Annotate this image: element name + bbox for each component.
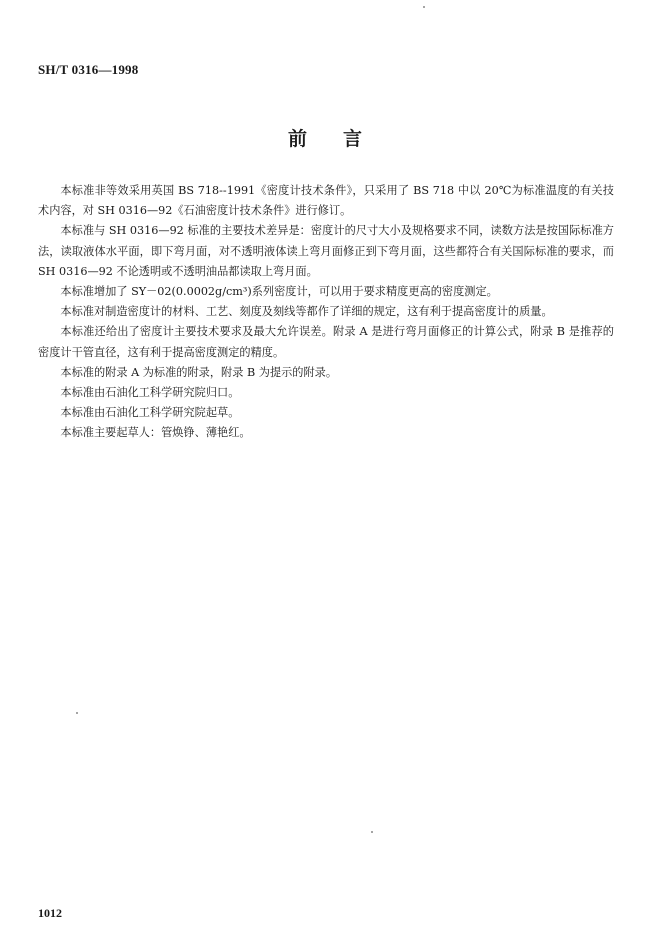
paragraph-appendices: 本标准的附录 A 为标准的附录，附录 B 为提示的附录。 bbox=[60, 365, 338, 379]
paragraph-new-series: 本标准增加了 SY－02(0.0002g/cm³)系列密度计，可以用于要求精度更高的密度测定。 bbox=[60, 285, 498, 299]
title-char-1: 前 bbox=[287, 128, 307, 150]
page-number: 1012 bbox=[38, 906, 62, 920]
paragraph-requirements: 本标准还给出了密度计主要技术要求及最大允许误差。附录 A 是进行弯月面修正的计算公式，附录 B 是推荐的密度计干管直径，这有利于提高密度测定的精度。 bbox=[38, 325, 614, 359]
page-title bbox=[0, 124, 650, 151]
scan-speck bbox=[423, 6, 425, 8]
foreword-body bbox=[38, 181, 614, 444]
paragraph-drafters: 本标准主要起草人：管焕铮、薄艳红。 bbox=[60, 426, 251, 440]
paragraph-responsible-unit: 本标准由石油化工科学研究院归口。 bbox=[60, 386, 240, 400]
scan-speck bbox=[371, 831, 373, 833]
scan-speck bbox=[76, 712, 78, 714]
paragraph-manufacturing: 本标准对制造密度计的材料、工艺、刻度及刻线等都作了详细的规定，这有利于提高密度计的质量。 bbox=[60, 305, 553, 319]
standard-code: SH/T 0316—1998 bbox=[38, 62, 139, 77]
title-char-2: 言 bbox=[343, 128, 363, 150]
paragraph-differences: 本标准与 SH 0316—92 标准的主要技术差异是：密度计的尺寸大小及规格要求不同，读数方法是按国际标准方法，读取液体水平面，即下弯月面，对不透明液体读上弯月面修正到下弯月面，这些都符合有关国际标准的要求，而 SH 0316—92 不论透明或不透明油品都读取上弯月面。 bbox=[38, 224, 614, 278]
paragraph-adoption: 本标准非等效采用英国 BS 718--1991《密度计技术条件》，只采用了 BS 718 中以 20℃为标准温度的有关技术内容，对 SH 0316—92《石油密度计技术条件》进行修订。 bbox=[38, 184, 614, 218]
paragraph-drafting-unit: 本标准由石油化工科学研究院起草。 bbox=[60, 406, 240, 420]
